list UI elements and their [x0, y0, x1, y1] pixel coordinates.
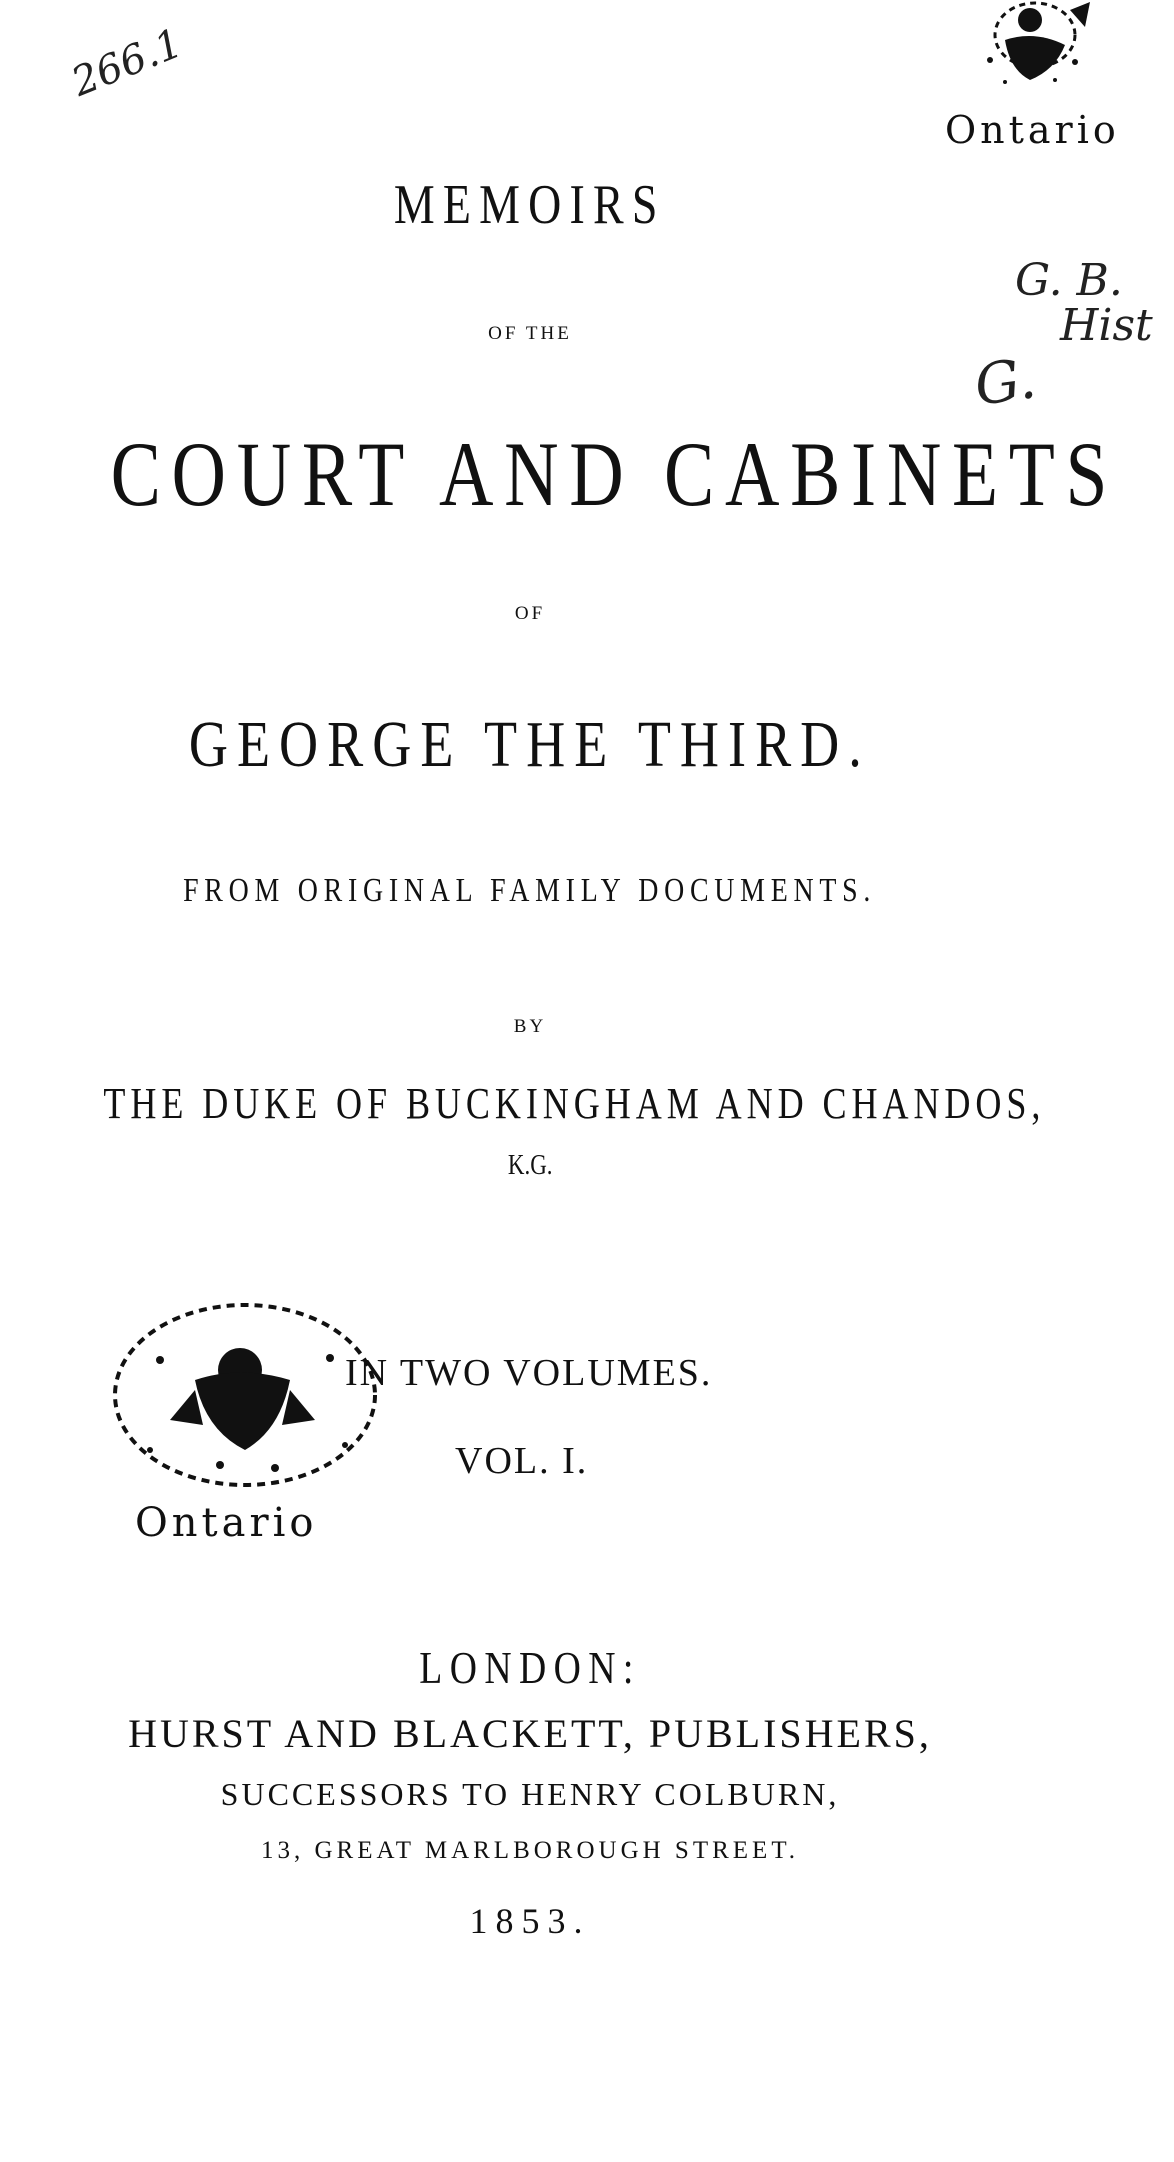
heading-memoirs	[0, 172, 1060, 237]
handwritten-shelf-number: 266.1	[65, 20, 189, 106]
handwritten-note-gb: G. B.	[1015, 255, 1123, 306]
heading-of-text: OF	[514, 603, 546, 624]
heading-of-the	[0, 322, 1060, 345]
handwritten-note-hist: Hist	[1060, 300, 1153, 351]
imprint-city	[0, 1640, 1060, 1694]
volumes-text: IN TWO VOLUMES.	[345, 1352, 713, 1394]
heading-memoirs-text: MEMOIRS	[394, 174, 666, 236]
heading-court-and-cabinets-text: COURT AND CABINETS	[110, 423, 1119, 525]
volume-number	[455, 1438, 588, 1483]
heading-george-text: GEORGE THE THIRD.	[188, 708, 871, 781]
author-honor	[0, 1148, 1060, 1182]
author	[0, 1078, 1060, 1129]
handwritten-note-g: G.	[970, 346, 1040, 419]
crest-icon	[945, 0, 1174, 110]
imprint-publisher	[0, 1710, 1060, 1757]
stamp-top-label: Ontario	[945, 108, 1120, 152]
imprint-successors-text: SUCCESSORS TO HENRY COLBURN,	[220, 1776, 840, 1812]
imprint-publisher-text: HURST AND BLACKETT, PUBLISHERS,	[128, 1711, 932, 1756]
heading-of-the-text: OF THE	[488, 323, 572, 344]
author-honor-text: K.G.	[507, 1150, 553, 1181]
volumes-line	[345, 1350, 712, 1395]
by-line	[0, 1015, 1060, 1038]
imprint-year-text: 1853.	[469, 1901, 591, 1941]
imprint-city-text: LONDON:	[419, 1642, 641, 1693]
heading-court-and-cabinets	[0, 420, 1119, 527]
subtitle-text: FROM ORIGINAL FAMILY DOCUMENTS.	[183, 872, 877, 909]
heading-of	[0, 602, 1060, 625]
author-text: THE DUKE OF BUCKINGHAM AND CHANDOS,	[103, 1079, 1046, 1128]
stamp-middle-label: Ontario	[135, 1500, 318, 1546]
imprint-year	[0, 1900, 1060, 1942]
by-text: BY	[513, 1016, 547, 1037]
volume-number-text: VOL. I.	[455, 1440, 589, 1482]
imprint-address-text: 13, GREAT MARLBOROUGH STREET.	[260, 1837, 799, 1864]
library-stamp-middle	[100, 1300, 390, 1560]
imprint-address	[0, 1835, 1060, 1865]
crest-icon	[100, 1300, 390, 1500]
subtitle	[0, 870, 1060, 910]
heading-george	[0, 705, 1060, 783]
imprint-successors	[0, 1775, 1060, 1813]
library-stamp-top	[945, 0, 1174, 160]
